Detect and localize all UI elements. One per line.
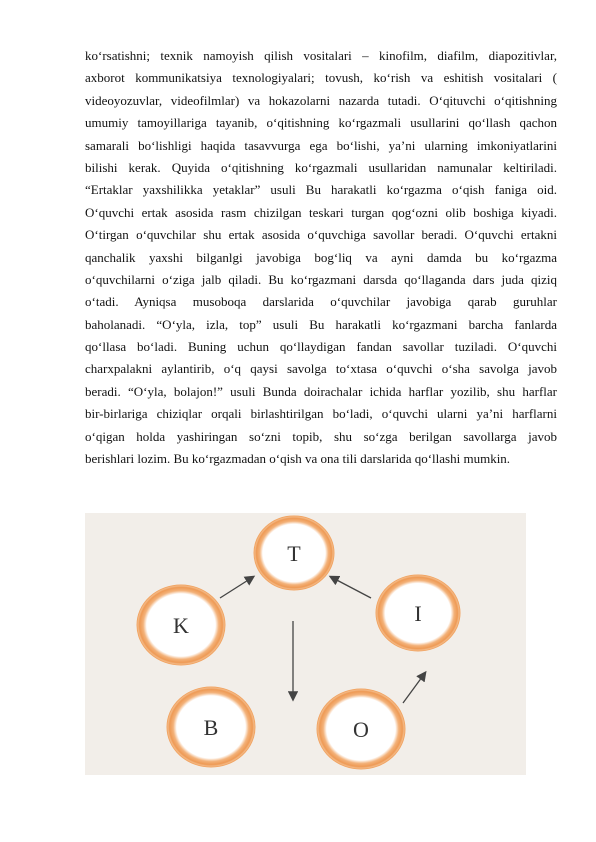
text-line: o‘quvchilarni o‘ziga jalb qiladi. Bu ko‘rgazmani darsda qo‘llaganda dars juda qiziq	[85, 271, 557, 287]
node-t-label: T	[287, 541, 301, 566]
node-o-label: O	[353, 717, 369, 742]
node-i	[376, 575, 460, 651]
text-line: axborot kommunikatsiya texnologiyalari; tovush, ko‘rish va eshitish vositalari (	[85, 70, 557, 86]
text-line: beradi. “O‘yla, bolajon!” usuli Bunda doirachalar ichida harflar yozilib, shu harflar	[85, 383, 557, 399]
node-k	[137, 585, 225, 665]
text-line: baholanadi. “O‘yla, izla, top” usuli Bu harakatli ko‘rgazmani barcha fanlarda	[85, 316, 557, 332]
text-line: charxpalakni aylantirib, o‘q qaysi savolga to‘xtasa o‘quvchi o‘sha savolga javob	[85, 361, 557, 377]
node-b-label: B	[203, 715, 219, 740]
text-line: o‘qigan holda yashiringan so‘zni topib, shu so‘zga berilgan savollarga javob	[85, 428, 557, 444]
text-line: bir-birlariga chiziqlar orqali birlashtirilgan bo‘ladi, o‘quvchi ularni ya’ni harflarni	[85, 406, 557, 422]
text-line: videoyozuvlar, videofilmlar) va hokazolarni nazarda tutadi. O‘qituvchi o‘qitishning	[85, 92, 557, 108]
text-line: ko‘rsatishni; texnik namoyish qilish vositalari – kinofilm, diafilm, diapozitivlar,	[85, 48, 557, 63]
node-t	[254, 516, 334, 590]
text-line: O‘quvchi ertak asosida rasm chizilgan teskari turgan qog‘ozni olib boshiga kiyadi.	[85, 204, 557, 220]
node-k-label: K	[173, 613, 189, 638]
text-line: bilishi kerak. Quyida o‘qitishning ko‘rgazmali usullaridan namunalar keltiriladi.	[85, 159, 557, 175]
node-o	[317, 689, 405, 769]
arrow-k-to-t	[220, 577, 253, 598]
text-line: samarali bo‘lishligi haqida tasavvurga ega bo‘lishi, ya’ni ularning imkoniyatlarini	[85, 137, 557, 153]
text-line: qo‘llasa bo‘ladi. Buning uchun qo‘llaydigan fandan savollar tuziladi. O‘quvchi	[85, 339, 557, 355]
text-line: qanchalik yaxshi bilganlgi javobiga bog‘liq va ayni damda bu ko‘rgazma	[85, 249, 557, 265]
text-line: umumiy tamoyillariga tayanib, o‘qitishning ko‘rgazmali usullarini qo‘llash qachon	[85, 115, 557, 131]
node-i-label: I	[414, 601, 422, 626]
node-b	[167, 687, 255, 767]
text-line: O‘tirgan o‘quvchilar shu ertak asosida o‘quvchiga savollar beradi. O‘quvchi ertakni	[85, 227, 557, 243]
diagram-canvas	[85, 513, 526, 775]
arrow-o-to-i	[403, 673, 425, 703]
text-line: berishlari lozim. Bu ko‘rgazmadan o‘qish va ona tili darslarida qo‘llashi mumkin.	[85, 451, 511, 467]
text-line: “Ertaklar yaxshilikka yetaklar” usuli Bu harakatli ko‘rgazma o‘qish faniga oid.	[85, 182, 557, 198]
body-text	[85, 45, 557, 470]
arrow-i-to-t	[331, 577, 371, 598]
letter-circle-diagram	[85, 513, 526, 775]
text-line: o‘tadi. Ayniqsa musoboqa darslarida o‘quvchilar javobiga qarab guruhlar	[85, 294, 557, 310]
